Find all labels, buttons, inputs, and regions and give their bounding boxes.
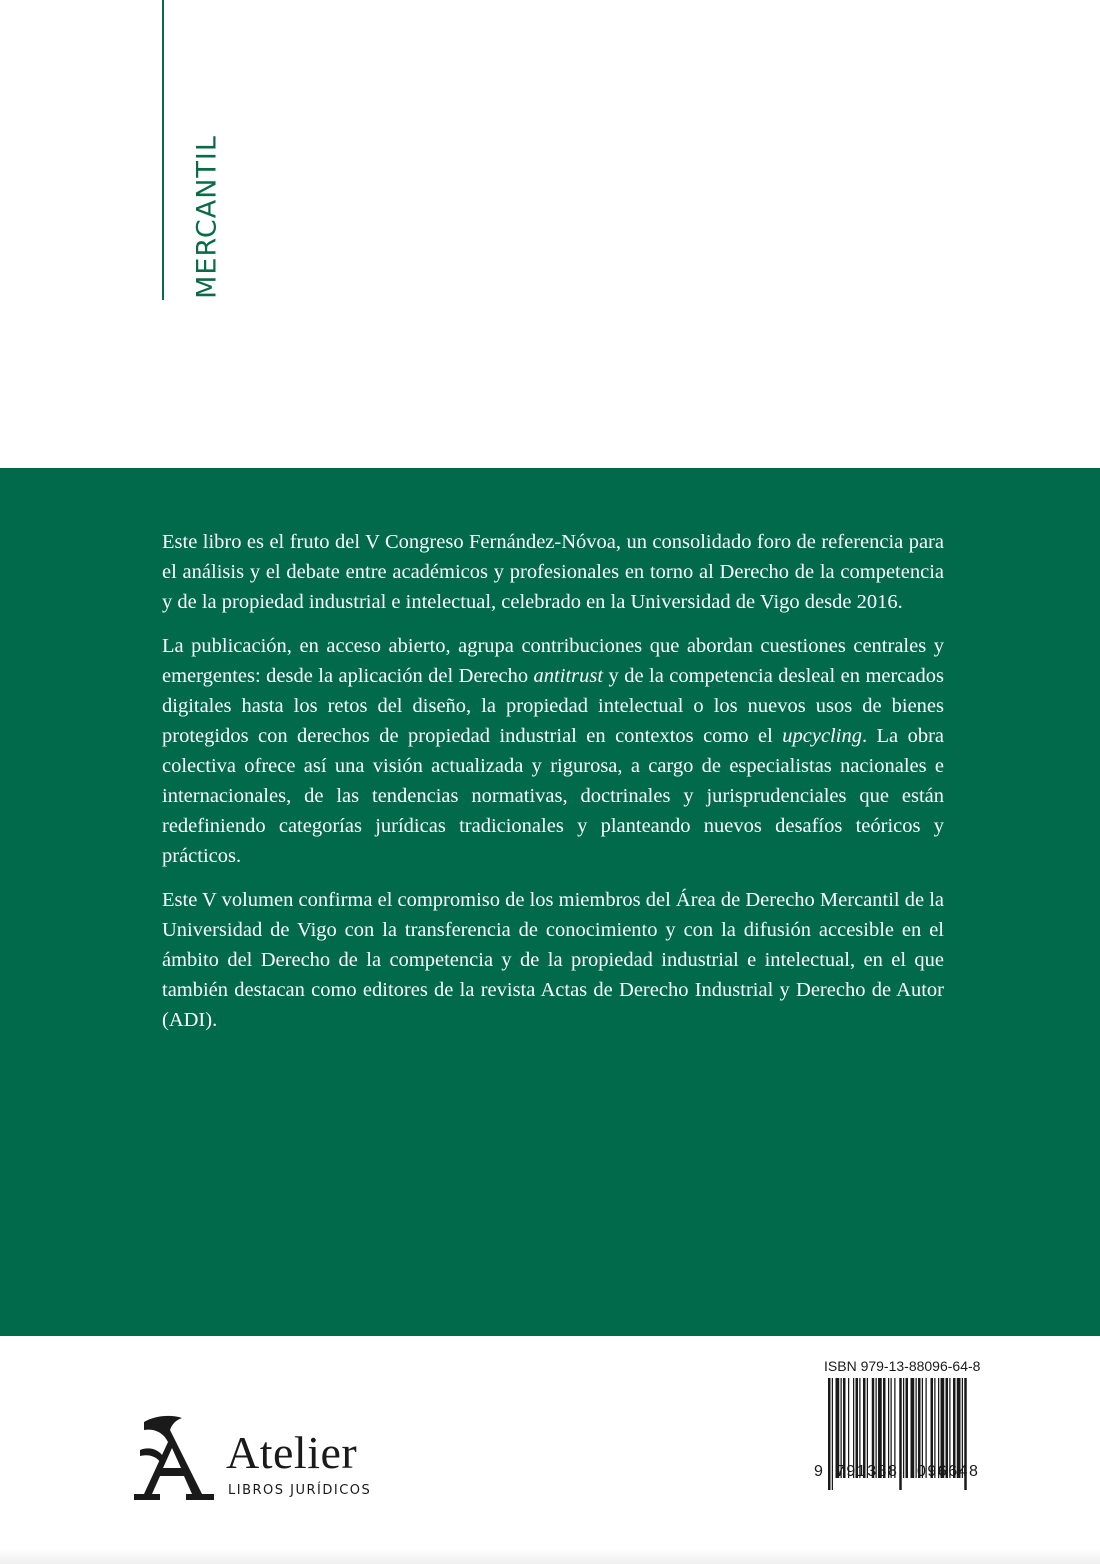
- blurb-paragraph-2: [162, 631, 944, 871]
- isbn-barcode: [814, 1358, 996, 1503]
- blurb-text: y de la competencia desleal en mercados digitales hasta los retos del diseño, la propiedad intelectual o los nuevos usos de bienes protegidos con derechos de propiedad industrial en contextos como el: [162, 665, 944, 747]
- blurb-emphasis: upcycling: [782, 725, 862, 747]
- publisher-name: Atelier: [226, 1427, 358, 1478]
- publisher-logo: [130, 1410, 390, 1510]
- isbn-label: ISBN 979-13-88096-64-8: [824, 1358, 981, 1374]
- blurb-paragraph-1: Este libro es el fruto del V Congreso Fernández-Nóvoa, un consolidado foro de referencia para el análisis y el debate entre académicos y profesionales en torno al Derecho de la competencia y de la propiedad industrial e intelectual, celebrado en la Universidad de Vigo desde 2016.: [162, 531, 944, 613]
- barcode-digits-left: 791388: [836, 1463, 899, 1480]
- page-bottom-edge: [0, 1548, 1100, 1564]
- blurb-text: La publicación, en acceso abierto, agrupa contribuciones que abordan cuestiones centrales y emergentes: desde la aplicación del Derecho: [162, 635, 944, 687]
- atelier-a-logo-icon: [130, 1410, 218, 1506]
- barcode-digit-first: 9: [814, 1463, 823, 1480]
- publisher-tagline: LIBROS JURÍDICOS: [228, 1483, 372, 1498]
- barcode-digits-right: 096648: [917, 1463, 980, 1480]
- blurb-text: . La obra colectiva ofrece así una visión actualizada y rigurosa, a cargo de especialistas nacionales e internacionales, de las tendencias normativas, doctrinales y jurisprudenciales que están redefiniendo categorías jurídicas tradicionales y planteando nuevos desafíos teóricos y prácticos.: [162, 725, 944, 867]
- barcode-bar: [911, 1378, 915, 1478]
- collection-label: MERCANTIL: [191, 135, 223, 299]
- barcode-bar: [899, 1378, 902, 1490]
- spine-divider-line: [162, 0, 164, 300]
- barcode-bar: [906, 1378, 909, 1478]
- barcode-bar: [832, 1378, 833, 1490]
- barcode-bar: [903, 1378, 904, 1478]
- back-cover-blurb: [162, 527, 944, 1049]
- blurb-emphasis: antitrust: [533, 665, 604, 687]
- blurb-paragraph-3: Este V volumen confirma el compromiso de los miembros del Área de Derecho Mercantil de la Universidad de Vigo con la transferencia de conocimiento y con la difusión accesible en el ámbito del Derecho de la competencia y de la propiedad industrial e intelectual, en el que también destacan como editores de la revista Actas de Derecho Industrial y Derecho de Autor (ADI).: [162, 889, 944, 1031]
- barcode-bar: [828, 1378, 831, 1490]
